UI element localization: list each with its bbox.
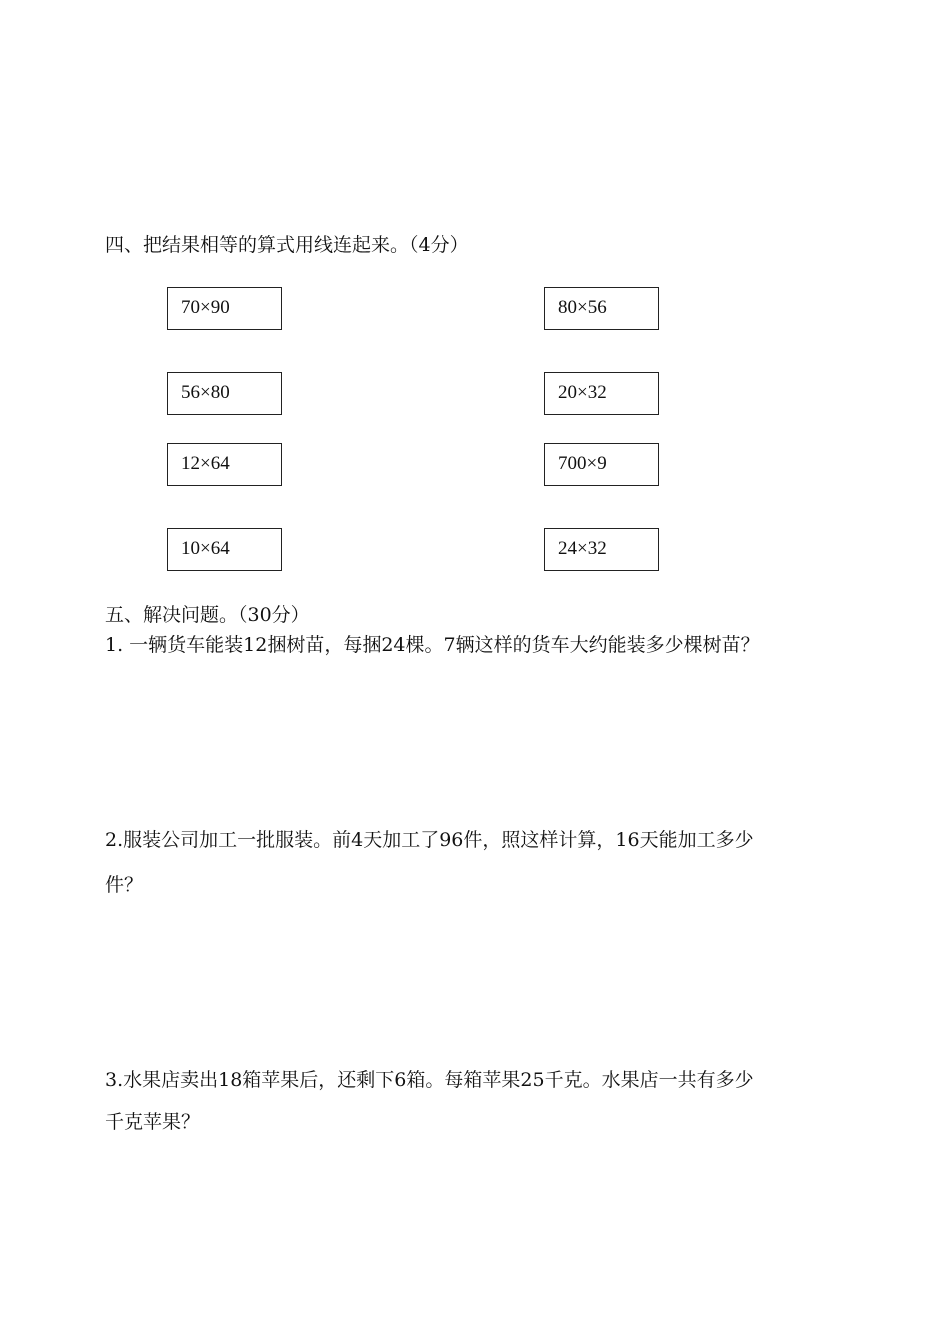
left-expression-box[interactable]: 56×80 xyxy=(167,372,282,415)
section5-heading: 五、解决问题。（30分） xyxy=(105,604,310,626)
right-expression-box[interactable]: 700×9 xyxy=(544,443,659,486)
right-expression-box[interactable]: 24×32 xyxy=(544,528,659,571)
question-1: 1. 一辆货车能装12捆树苗，每捆24棵。7辆这样的货车大约能装多少棵树苗？ xyxy=(105,634,760,656)
right-expression-box[interactable]: 80×56 xyxy=(544,287,659,330)
left-expression-box[interactable]: 12×64 xyxy=(167,443,282,486)
question-3-line2: 千克苹果？ xyxy=(105,1111,201,1133)
left-expression-box[interactable]: 70×90 xyxy=(167,287,282,330)
question-3-line1: 3.水果店卖出18箱苹果后，还剩下6箱。每箱苹果25千克。水果店一共有多少 xyxy=(105,1069,754,1091)
section4-heading: 四、把结果相等的算式用线连起来。（4分） xyxy=(105,234,469,256)
right-expression-box[interactable]: 20×32 xyxy=(544,372,659,415)
left-expression-box[interactable]: 10×64 xyxy=(167,528,282,571)
question-2-line1: 2.服装公司加工一批服装。前4天加工了96件，照这样计算，16天能加工多少 xyxy=(105,829,754,851)
question-2-line2: 件？ xyxy=(105,874,144,896)
